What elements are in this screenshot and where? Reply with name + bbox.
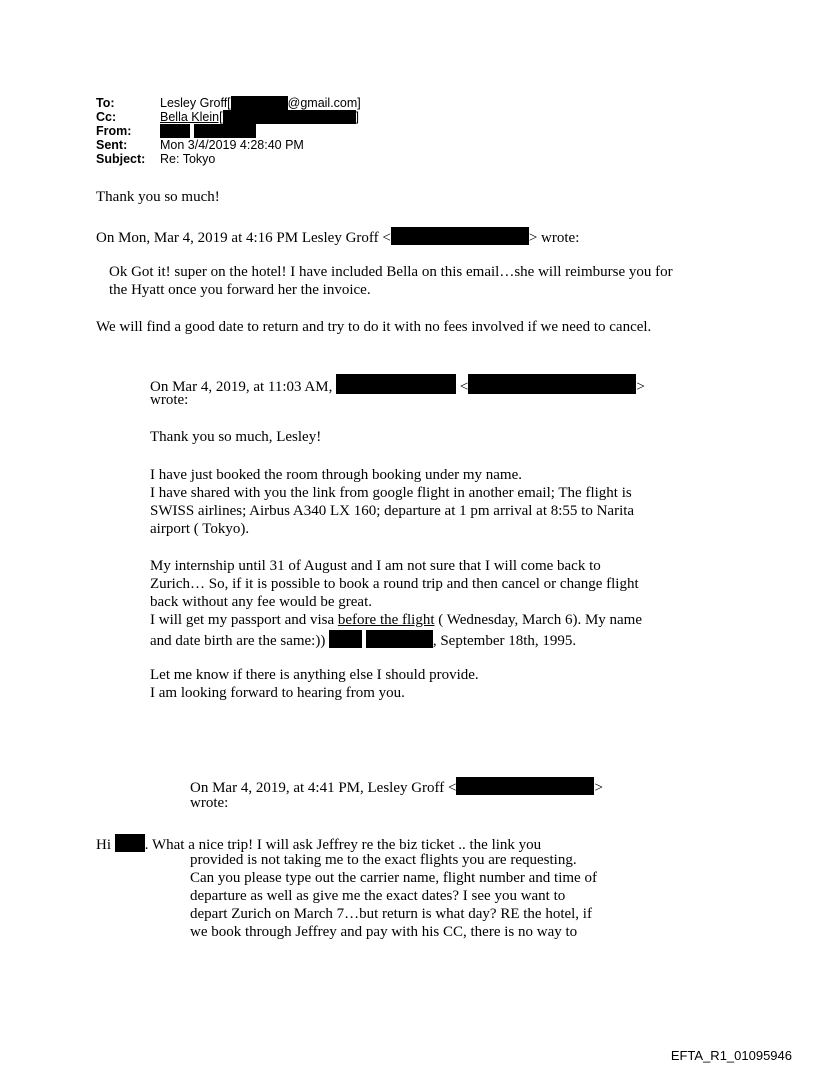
subject-label: Subject: <box>96 152 146 166</box>
sent-value: Mon 3/4/2019 4:28:40 PM <box>160 138 304 152</box>
from-label: From: <box>96 124 132 138</box>
quoted-paragraph: back without any fee would be great. <box>150 594 373 610</box>
redaction-box <box>366 630 433 648</box>
to-label: To: <box>96 96 115 110</box>
quoted-paragraph: Can you please type out the carrier name, flight number and time of <box>190 870 597 886</box>
redaction-box <box>391 227 529 245</box>
quoted-paragraph: airport ( Tokyo). <box>150 521 250 537</box>
redaction-box <box>329 630 362 648</box>
underlined-text: before the flight <box>337 612 435 628</box>
redaction-box <box>231 96 288 110</box>
cc-end: ] <box>355 110 360 124</box>
quoted-paragraph: Zurich… So, if it is possible to book a round trip and then cancel or change flight <box>150 576 639 592</box>
quote-attribution <box>150 374 645 397</box>
attribution-text: On Mar 4, 2019, at 11:03 AM, <box>150 379 333 395</box>
quoted-paragraph: I have just booked the room through booking under my name. <box>150 467 523 483</box>
attribution-end: wrote: <box>150 392 189 408</box>
quoted-paragraph: provided is not taking me to the exact flights you are requesting. <box>190 852 577 868</box>
sent-label: Sent: <box>96 138 128 152</box>
redaction-box <box>223 110 356 124</box>
from-value <box>160 124 256 138</box>
quote-attribution <box>96 227 579 248</box>
quoted-paragraph: Ok Got it! super on the hotel! I have included Bella on this email…she will reimburse you for <box>109 264 673 280</box>
text-part: ( Wednesday, March 6). My name <box>434 612 643 628</box>
greeting: Hi <box>96 837 111 853</box>
attribution-end: wrote: <box>190 795 229 811</box>
redaction-box <box>115 834 145 852</box>
subject-value: Re: Tokyo <box>160 152 216 166</box>
quoted-paragraph: I have shared with you the link from google flight in another email; The flight is <box>150 485 632 501</box>
quoted-paragraph: Let me know if there is anything else I should provide. <box>150 667 479 683</box>
reply-text: Thank you so much! <box>96 189 220 205</box>
to-domain: @gmail.com] <box>287 96 361 110</box>
text-part: , September 18th, 1995. <box>432 633 577 649</box>
redaction-box <box>160 124 190 138</box>
bracket: > <box>636 379 645 395</box>
quoted-paragraph: we book through Jeffrey and pay with his CC, there is no way to <box>190 924 578 940</box>
to-value <box>160 96 361 110</box>
quote-attribution <box>190 777 603 798</box>
quoted-paragraph: Thank you so much, Lesley! <box>150 429 322 445</box>
cc-name: Bella Klein[ <box>160 110 223 124</box>
quoted-paragraph: departure as well as give me the exact dates? I see you want to <box>190 888 566 904</box>
cc-value <box>160 110 359 124</box>
to-name: Lesley Groff[ <box>160 96 231 110</box>
attribution-text: On Mon, Mar 4, 2019 at 4:16 PM Lesley Groff < <box>96 230 391 246</box>
redaction-box <box>336 374 456 394</box>
text-part: and date birth are the same:)) <box>150 633 326 649</box>
cc-label: Cc: <box>96 110 117 124</box>
quoted-paragraph <box>150 612 642 630</box>
redaction-box <box>194 124 256 138</box>
attribution-text: On Mar 4, 2019, at 4:41 PM, Lesley Groff < <box>190 780 457 796</box>
document-id: EFTA_R1_01095946 <box>670 1048 792 1063</box>
quoted-paragraph: My internship until 31 of August and I am not sure that I will come back to <box>150 558 601 574</box>
quoted-paragraph: I am looking forward to hearing from you. <box>150 685 405 701</box>
quoted-paragraph: SWISS airlines; Airbus A340 LX 160; departure at 1 pm arrival at 8:55 to Narita <box>150 503 635 519</box>
text-part: . What a nice trip! I will ask Jeffrey re the biz ticket .. the link you <box>144 837 542 853</box>
attribution-end: > wrote: <box>528 230 580 246</box>
quoted-paragraph <box>150 630 576 651</box>
bracket: > <box>594 780 603 796</box>
bracket: < <box>459 379 469 395</box>
quoted-paragraph: the Hyatt once you forward her the invoice. <box>109 282 371 298</box>
redaction-box <box>468 374 636 394</box>
quoted-paragraph: We will find a good date to return and try to do it with no fees involved if we need to cancel. <box>96 319 652 335</box>
quoted-paragraph: depart Zurich on March 7…but return is what day? RE the hotel, if <box>190 906 592 922</box>
redaction-box <box>456 777 594 795</box>
text-part: I will get my passport and visa <box>150 612 338 628</box>
